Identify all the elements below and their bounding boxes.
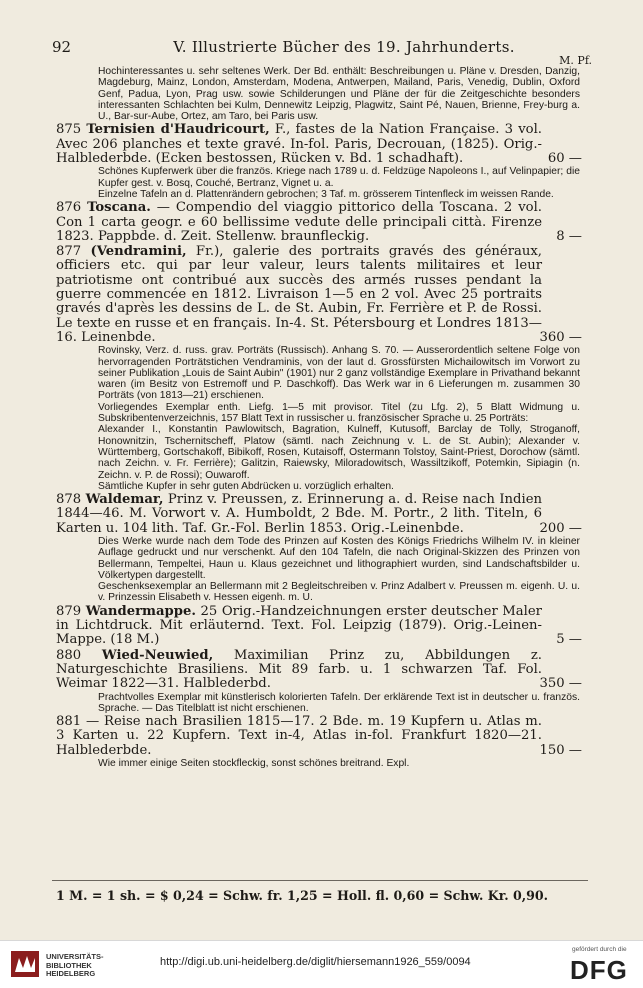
entry-price: 5 — (556, 632, 582, 648)
entry-description: — Reise nach Brasilien 1815—17. 2 Bde. m. 19 Kupfern u. Atlas m. 3 Karten u. 22 Kupfern. Text in-4, Atlas in-fol. Frankfurt 1820—21. Halblederbde. (56, 714, 543, 758)
university-seal-icon (10, 950, 40, 978)
entry-price: 8 — (556, 228, 582, 244)
university-logo-text: UNIVERSITÄTS- BIBLIOTHEK HEIDELBERG (46, 952, 104, 978)
entry-price: 360 — (539, 329, 582, 345)
entry-note: Wie immer einige Seiten stockfleckig, sonst schönes breitrand. Expl. (98, 758, 410, 770)
entry-note: Vorliegendes Exemplar enth. Liefg. 1—5 mit provisor. Titel (zu Lfg. 2), 5 Blatt Widmung u. Subskribentenverzeichnis, 157 Blatt Text in russischer u. französischer Sprache u. 25 Porträts: (98, 401, 580, 425)
catalog-entry (56, 715, 588, 758)
entry-name: Wandermappe. (85, 603, 196, 619)
entry-price: 350 — (539, 676, 582, 692)
entry-note: Dies Werke wurde nach dem Tode des Prinzen auf Kosten des Königs Friedrichs Wilhelm IV. in kleiner Auflage gedruckt und nur verschenkt. Auf den 104 Tafeln, die nach Original-Skizzen des Prinzen von Bellermann, Tempeltei, Haun u. Klaus gezeichnet und lithographiert wurden, sind Landschaftsbilder u. Völkertypen dargestellt. (98, 535, 580, 581)
catalog-entry (56, 245, 588, 345)
catalog-content (56, 66, 588, 769)
entry-price: 150 — (539, 742, 582, 758)
catalog-entry (56, 649, 588, 692)
source-link[interactable]: http://digi.ub.uni-heidelberg.de/diglit/hiersemann1926_559/0094 (160, 956, 471, 968)
entry-note: Alexander I., Konstantin Pawlowitsch, Bagration, Kulneff, Kutusoff, Barclay de Tolly, Stroganoff, Honownitzin, Tschernitscheff, Platow (sämtl. nach Zeichnung v. L. de St. Aubin); Alexander v. Württemberg, Gortschakoff, Bibikoff, Rosen, Kutaisoff, Ostermann Tolstoy, Saint-Priest, Dorochow (sämtl. nach Zeichn. v. Fr. Ferrière); Galitzin, Raiewsky, Miloradowitsch, Wassiltzikoff, Potemkin, Sipiagin (n. Zeichn. v. P. de Rossi); Ouwaroff. (98, 424, 580, 481)
entry-number: 879 (56, 603, 82, 619)
entry-note: Einzelne Tafeln an d. Plattenrändern gebrochen; 3 Taf. m. grösserem Tintenfleck im weissen Rande. (98, 188, 554, 200)
catalog-entry (56, 493, 588, 536)
entry-name: Waldemar, (85, 492, 164, 508)
dfg-caption: gefördert durch die (572, 946, 627, 953)
entry-name: Ternisien d'Haudricourt, (86, 122, 270, 138)
currency-mark: M. Pf. (559, 54, 592, 67)
entry-number: 881 (56, 714, 82, 730)
entry-name: Toscana. (87, 200, 151, 216)
entry-description: Prinz v. Preussen, z. Erinnerung a. d. Reise nach Indien 1844—46. M. Vorwort v. A. Humboldt, 2 Bde. M. Portr., 2 lith. Titeln, 6 Karten u. 104 lith. Taf. Gr.-Fol. Berlin 1853. Orig.-Leinenbde. (56, 492, 542, 536)
entry-price: 60 — (547, 151, 582, 167)
entry-note: Rovinsky, Verz. d. russ. grav. Porträts (Russisch). Anhang S. 70. — Ausserordentlich seltene Folge von hervorragenden Porträtstichen Vendraminis, von der laut d. Grossfürsten Michailowitsch im Vorwort zu seiner Publikation „Louis de Saint Aubin" (1901) nur 2 ganz vollständige Exemplare in Privathand bekannt waren (im Besitz von Estremoff und P. Daschkoff). Das Werk war in 6 Lieferungen m. zusammen 30 Porträts (von 1813—21) erschienen. (98, 345, 580, 402)
entry-name: Wied-Neuwied, (101, 647, 214, 663)
entry-number: 878 (56, 492, 82, 508)
entry-name: (Vendramini, (90, 244, 187, 260)
entry-note: Geschenksexemplar an Bellermann mit 2 Begleitschreiben v. Prinz Adalbert v. Preussen m. eigenh. U. u. v. Prinzessin Elisabeth v. Hessen eigenh. m. U. (98, 581, 580, 604)
entry-number: 876 (56, 200, 82, 216)
entry-description: Maximilian Prinz zu, Abbildungen z. Naturgeschichte Brasiliens. Mit 89 farb. u. 1 schwarzen Taf. Fol. Weimar 1822—31. Halblederbd. (56, 647, 542, 692)
catalog-entry (56, 605, 588, 648)
catalog-entry (56, 123, 588, 166)
entry-note: Schönes Kupferwerk über die französ. Kriege nach 1789 u. d. Feldzüge Napoleons I., auf Velinpapier; die Kupfer gest. v. Bosq, Couché, Bertranz, Vignet u. a. (98, 166, 580, 189)
entry-description: — Compendio del viaggio pittorico della Toscana. 2 vol. Con 1 carta geogr. e 60 bellissime vedute delle principali città. Firenze 1823. Pappbde. d. Zeit. Stellenw. braunfleckig. (56, 200, 542, 244)
entry-number: 877 (56, 244, 82, 260)
currency-footer: 1 M. = 1 sh. = $ 0,24 = Schw. fr. 1,25 = Holl. fl. 0,60 = Schw. Kr. 0,90. (56, 888, 549, 903)
entry-note: Sämtliche Kupfer in sehr guten Abdrücken u. vorzüglich erhalten. (98, 480, 394, 492)
entry-number: 875 (56, 122, 82, 138)
page-number: 92 (52, 38, 72, 56)
dfg-logo: DFG (570, 955, 628, 985)
catalog-entry (56, 201, 588, 244)
page-title: V. Illustrierte Bücher des 19. Jahrhunderts. (173, 38, 515, 56)
entry-note: Prachtvolles Exemplar mit künstlerisch kolorierten Tafeln. Der erklärende Text ist in deutscher u. französ. Sprache. — Das Titelblatt ist nicht erschienen. (98, 691, 580, 714)
entry-description: Fr.), galerie des portraits gravés des généraux, officiers etc. qui par leur valeur, leurs talents militaires et leur patriotisme ont contribué aux succès des armés russes pendant la guerre commencée en 1812. Livraison 1—5 en 2 vol. Avec 25 portraits gravés d'après les dessins de L. de St. Aubin, Fr. Ferrière et P. de Rossi. Le texte en russe et en français. In-4. St. Pétersbourg et Londres 1813—16. Leinenbde. (56, 244, 542, 345)
entry-price: 200 — (539, 520, 582, 536)
footer-rule (52, 880, 588, 881)
entry-description: F., fastes de la Nation Française. 3 vol. Avec 206 planches et texte gravé. In-fol. Paris, Decrouan, (1825). Orig.-Halblederbde. (Ecken bestossen, Rücken v. Bd. 1 schadhaft). (56, 122, 542, 167)
entry-number: 880 (56, 647, 82, 663)
entry-description: 25 Orig.-Handzeichnungen erster deutscher Maler in Lichtdruck. Mit erläuternd. Text. Fol. Leipzig (1879). Orig.-Leinen-Mappe. (18 M.) (56, 603, 542, 648)
intro-note: Hochinteressantes u. sehr seltenes Werk. Der Bd. enthält: Beschreibungen u. Pläne v. Dresden, Danzig, Magdeburg, Mainz, London, Amsterdam, Modena, Antwerpen, Mailand, Paris, Venedig, Dublin, Oxford Genf, Padua, Lyon, Prag usw. sowie Schilderungen und Pläne der für die Zeitgeschichte besonders interessanten Schlachten bei Kulm, Dennewitz Leipzig, Plagwitz, Saint Pé, Nauen, Brienne, Frey-burg a. U., Bar-sur-Aube, Ortez, am Taro, bei Paris usw. (98, 66, 580, 123)
